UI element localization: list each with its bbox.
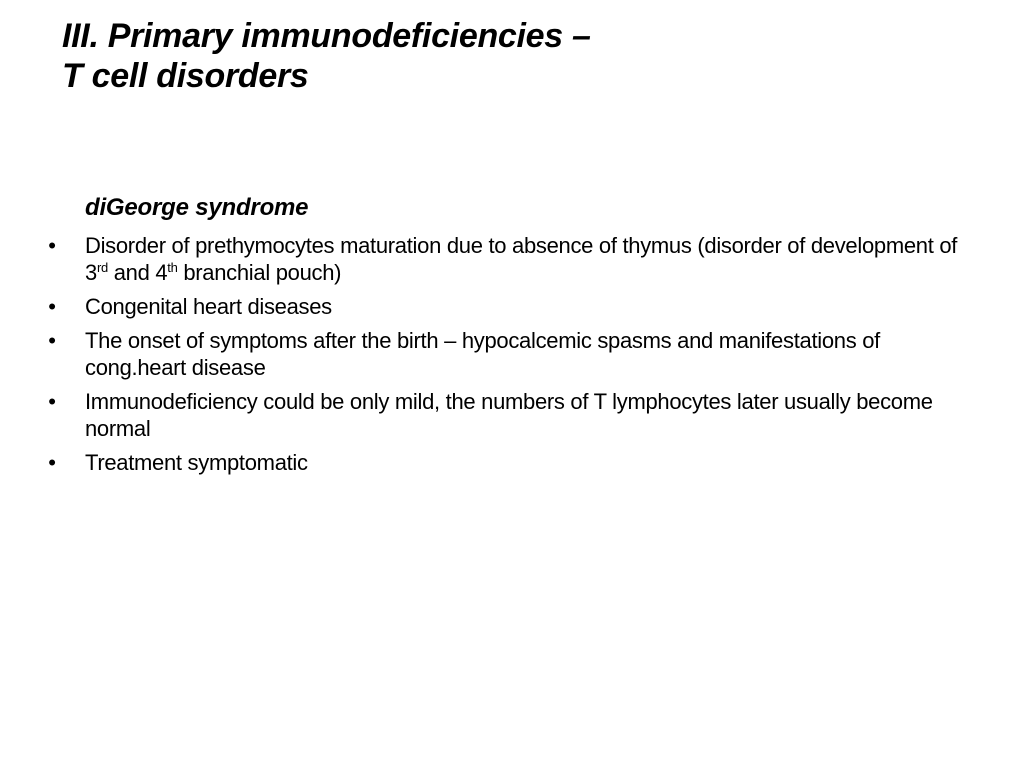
bullet-list [44, 232, 974, 476]
bullet-4-text: Immunodeficiency could be only mild, the numbers of T lymphocytes later usually become normal [85, 389, 933, 441]
slide-body [44, 192, 974, 483]
bullet-icon: • [48, 233, 56, 258]
ordinal-suffix-rd: rd [96, 260, 108, 275]
bullet-item-4 [44, 388, 974, 442]
bullet-item-1 [44, 232, 974, 286]
title-line-1: III. Primary immunodeficiencies – [62, 17, 591, 55]
bullet-icon: • [48, 294, 56, 319]
bullet-1-text-b: and 4 [107, 260, 168, 285]
slide-title [62, 16, 962, 96]
bullet-2-text: Congenital heart diseases [85, 294, 332, 319]
bullet-item-5 [44, 449, 974, 476]
bullet-icon: • [48, 328, 56, 353]
title-line-2: T cell disorders [62, 57, 309, 95]
bullet-1-text-a: Disorder of prethymocytes maturation due to absence of thymus (disorder of development of 3 [85, 233, 958, 285]
bullet-3-text: The onset of symptoms after the birth – hypocalcemic spasms and manifestations of cong.heart disease [85, 328, 880, 380]
bullet-1-text-c: branchial pouch) [177, 260, 342, 285]
section-subheading: diGeorge syndrome [85, 194, 309, 221]
bullet-item-2 [44, 293, 974, 320]
bullet-icon: • [48, 389, 56, 414]
bullet-5-text: Treatment symptomatic [85, 450, 308, 475]
bullet-item-3 [44, 327, 974, 381]
bullet-icon: • [48, 450, 56, 475]
ordinal-suffix-th: th [167, 260, 178, 275]
